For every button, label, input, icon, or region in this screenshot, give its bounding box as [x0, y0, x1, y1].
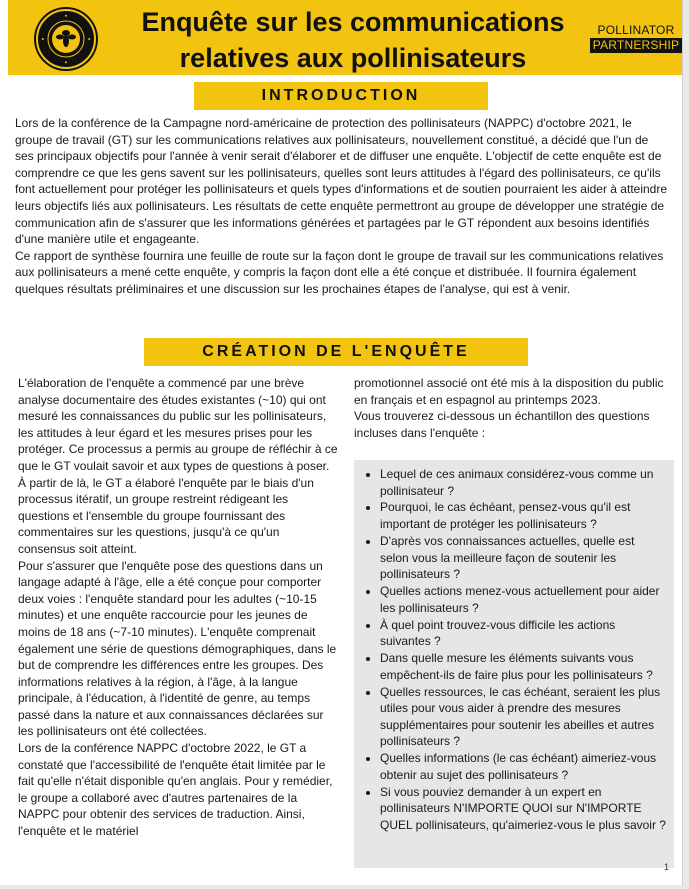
document-title — [103, 4, 603, 76]
question-item: • Quelles informations (le cas échéant) aimeriez-vous obtenir au sujet des pollinisateurs ? — [380, 750, 666, 783]
seal-icon — [38, 11, 94, 67]
question-item: • Dans quelle mesure les éléments suivants vous empêchent-ils de faire plus pour les pollinisateurs ? — [380, 650, 666, 683]
question-item: • D'après vos connaissances actuelles, quelle est selon vous la meilleure façon de soutenir les pollinisateurs ? — [380, 533, 666, 583]
question-item: • Lequel de ces animaux considérez-vous comme un pollinisateur ? — [380, 466, 666, 499]
creation-paragraph: promotionnel associé ont été mis à la disposition du public en français et en espagnol au printemps 2023. — [354, 376, 664, 407]
introduction-body — [15, 115, 670, 298]
creation-paragraph: Vous trouverez ci-dessous un échantillon des questions incluses dans l'enquête : — [354, 409, 650, 440]
creation-heading: CRÉATION DE L'ENQUÊTE — [144, 338, 528, 366]
question-item: • À quel point trouvez-vous difficile les actions suivantes ? — [380, 617, 666, 650]
brand-line-2: PARTNERSHIP — [590, 38, 682, 53]
creation-paragraph: Lors de la conférence NAPPC d'octobre 2022, le GT a constaté que l'accessibilité de l'enquête était limitée par le fait qu'elle n'était disponible qu'en anglais. Pour y remédier, le groupe a collaboré avec d'autres partenaires de la NAPPC pour obtenir des services de traduction. Ainsi, l'enquête et le matériel — [18, 741, 333, 839]
creation-right-column — [354, 375, 674, 441]
header-banner — [8, 0, 682, 75]
sample-questions-box — [354, 460, 674, 868]
question-item: • Quelles ressources, le cas échéant, seraient les plus utiles pour vous aider à prendre des mesures supplémentaires pour soutenir les abeilles et autres pollinisateurs ? — [380, 684, 666, 750]
nappc-seal-logo — [36, 9, 96, 69]
creation-paragraph: L'élaboration de l'enquête a commencé par une brève analyse documentaire des études existantes (~10) qui ont mesuré les connaissances du public sur les pollinisateurs, les attitudes à leur égard et les mesures prises pour les protéger. Ce processus a permis au groupe de réfléchir à ce que le GT voulait savoir et aux types de questions à poser. À partir de là, le GT a élaboré l'enquête par le biais d'un processus itératif, un groupe restreint rédigeant les questions et l'ensemble du groupe fournissant des commentaires sur les questions, jusqu'à ce qu'un consensus soit atteint. — [18, 376, 338, 556]
title-line-2: relatives aux pollinisateurs — [179, 43, 527, 73]
brand-line-1: POLLINATOR — [597, 23, 675, 37]
introduction-heading: INTRODUCTION — [194, 82, 488, 110]
page-number: 1 — [664, 862, 670, 872]
pollinator-partnership-logo — [590, 24, 682, 53]
creation-left-column — [18, 375, 340, 840]
question-item: • Si vous pouviez demander à un expert en pollinisateurs N'IMPORTE QUOI sur N'IMPORTE QUEL pollinisateurs, qu'aimeriez-vous le plus savoir ? — [380, 784, 666, 834]
introduction-paragraph: Lors de la conférence de la Campagne nord-américaine de protection des pollinisateurs (NAPPC) d'octobre 2021, le groupe de travail (GT) sur les communications relatives aux pollinisateurs, nouvellement constitué, a décidé que l'un de ses principaux objectifs pour l'année à venir serait d'élaborer et de diffuser une enquête. L'objectif de cette enquête est de comprendre ce que les gens savent sur les pollinisateurs, quelles sont leurs attitudes à l'égard des pollinisateurs, ce qu'ils font actuellement pour protéger les pollinisateurs et quels types d'informations et de soutien pourraient les aider à atteindre leurs objectifs liés aux pollinisateurs. Les résultats de cette enquête permettront au groupe de développer une stratégie de communication afin de s'assurer que les informations générées et partagées par le GT répondent aux besoins identifiés d'une manière utile et engageante. — [15, 116, 668, 247]
question-item: • Pourquoi, le cas échéant, pensez-vous qu'il est important de protéger les pollinisateurs ? — [380, 499, 666, 532]
title-line-1: Enquête sur les communications — [141, 7, 565, 37]
question-item: • Quelles actions menez-vous actuellement pour aider les pollinisateurs ? — [380, 583, 666, 616]
introduction-paragraph: Ce rapport de synthèse fournira une feuille de route sur la façon dont le groupe de travail sur les communications relatives aux pollinisateurs a mené cette enquête, y compris la façon dont elle a été conçue et distribuée. Il fournira également quelques résultats préliminaires et une discussion sur les prochaines étapes de l'analyse, qui est à venir. — [15, 248, 664, 296]
creation-paragraph: Pour s'assurer que l'enquête pose des questions dans un langage adapté à l'âge, elle a été conçue pour comporter deux voies : l'enquête standard pour les adultes (~10-15 minutes) et une enquête raccourcie pour les jeunes de moins de 18 ans (~7-10 minutes). L'enquête comprenait également une série de questions démographiques, dans le but de comprendre les différences entre les groupes. Des informations relatives à la région, à l'âge, à la langue principale, à l'éducation, à l'identité de genre, au temps passé dans la nature et aux connaissances déclarées sur les pollinisateurs ont été collectées. — [18, 558, 337, 739]
sample-questions-list — [354, 460, 674, 833]
